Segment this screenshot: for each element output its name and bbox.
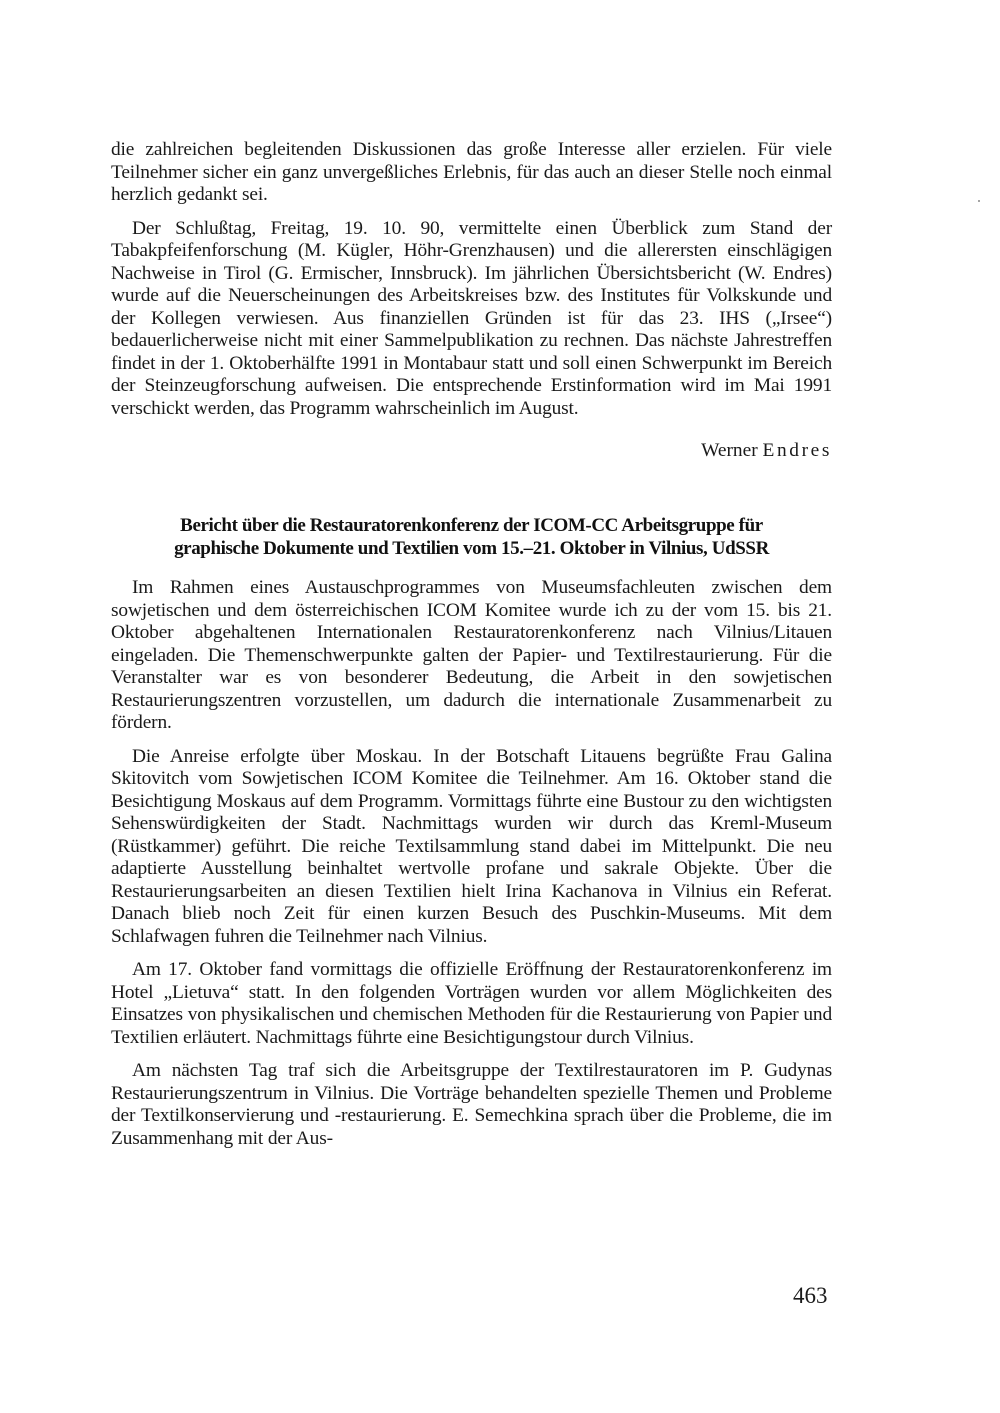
- author-signature: [111, 440, 832, 462]
- page-number: 463: [793, 1283, 828, 1308]
- scan-speck: [978, 200, 980, 202]
- article-paragraph-2: Die Anreise erfolgte über Moskau. In der Botschaft Litauens begrüßte Frau Galina Skitovitch vom Sowjetischen ICOM Komitee die Teilnehmer. Am 16. Oktober stand die Besichtigung Moskaus auf dem Programm. Vormittags führte eine Bustour zu den wichtigsten Sehenswürdigkeiten der Stadt. Nachmittags wurden wir durch das Kreml-Museum (Rüstkammer) geführt. Die reiche Textilsammlung stand dabei im Mittelpunkt. Die neu adaptierte Ausstellung beinhaltet wertvolle profane und sakrale Objekte. Über die Restaurierungsarbeiten an diesen Textilien hielt Irina Kachanova in Vilnius ein Referat. Danach blieb noch Zeit für einen kurzen Besuch des Puschkin-Museums. Mit dem Schlafwagen fuhren die Teilnehmer nach Vilnius.: [111, 745, 832, 947]
- final-day-paragraph: Der Schlußtag, Freitag, 19. 10. 90, vermittelte einen Überblick zum Stand der Tabakpfeifenforschung (M. Kügler, Höhr-Grenzhausen) und die allerersten einschlägigen Nachweise in Tirol (G. Ermischer, Innsbruck). Im jährlichen Übersichtsbericht (W. Endres) wurde auf die Neuerscheinungen des Arbeitskreises bzw. des Institutes für Volkskunde und der Kollegen verwiesen. Aus finanziellen Gründen ist für das 23. IHS („Irsee“) bedauerlicherweise nicht mit einer Sammelpublikation zu rechnen. Das nächste Jahrestreffen findet in der 1. Oktoberhälfte 1991 in Montabaur statt und soll einen Schwerpunkt im Bereich der Steinzeugforschung aufweisen. Die entsprechende Erstinformation wird im Mai 1991 verschickt werden, das Programm wahrscheinlich im August.: [111, 217, 832, 419]
- article-paragraph-4: Am nächsten Tag traf sich die Arbeitsgruppe der Textilrestauratoren im P. Gudynas Restaurierungszentrum in Vilnius. Die Vorträge behandelten spezielle Themen und Probleme der Textilkonservierung und -restaurierung. E. Semechkina sprach über die Probleme, die im Zusammenhang mit der Aus-: [111, 1060, 832, 1149]
- continuation-paragraph: die zahlreichen begleitenden Diskussionen das große Interesse aller erzielen. Für viele Teilnehmer sicher ein ganz unvergeßliches Erlebnis, für das auch an dieser Stelle noch einmal herzlich gedankt sei.: [111, 139, 832, 205]
- author-first-name: Werner: [701, 440, 758, 461]
- document-page: [111, 139, 832, 1150]
- article-title-line-1: Bericht über die Restauratorenkonferenz der ICOM-CC Arbeitsgruppe für: [180, 515, 763, 536]
- article-heading: [111, 515, 832, 560]
- article-paragraph-3: Am 17. Oktober fand vormittags die offizielle Eröffnung der Restauratorenkonferenz im Hotel „Lietuva“ statt. In den folgenden Vorträgen wurden vor allem Möglichkeiten des Einsatzes von physikalischen und chemischen Methoden für die Restaurierung von Papier und Textilien erläutert. Nachmittags führte eine Besichtigungstour durch Vilnius.: [111, 959, 832, 1048]
- author-surname: Endres: [762, 440, 832, 461]
- article-title-line-2: graphische Dokumente und Textilien vom 15.–21. Oktober in Vilnius, UdSSR: [174, 537, 769, 559]
- article-paragraph-1: Im Rahmen eines Austauschprogrammes von Museumsfachleuten zwischen dem sowjetischen und dem österreichischen ICOM Komitee wurde ich zu der vom 15. bis 21. Oktober abgehaltenen Internationalen Restauratorenkonferenz nach Vilnius/Litauen eingeladen. Die Themenschwerpunkte galten der Papier- und Textilrestaurierung. Für die Veranstalter war es von besonderer Bedeutung, die Arbeit in den sowjetischen Restaurierungszentren vorzustellen, um dadurch die internationale Zusammenarbeit zu fördern.: [111, 577, 832, 733]
